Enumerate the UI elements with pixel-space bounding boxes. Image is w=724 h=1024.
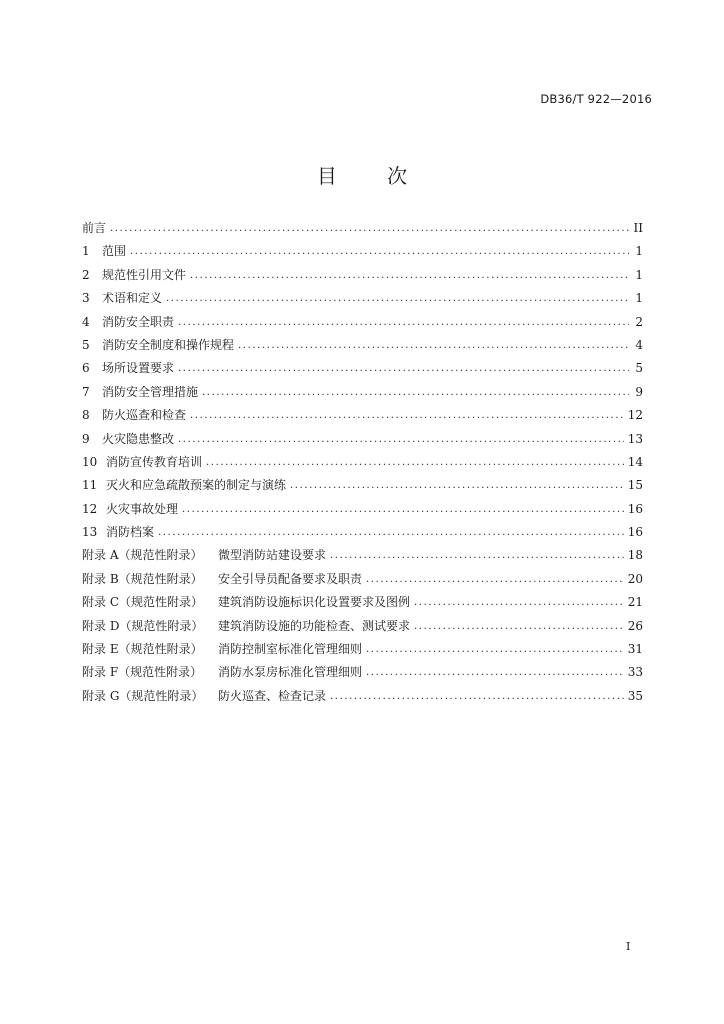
toc-entry-page: II (633, 221, 643, 235)
toc-entry-page: 16 (627, 501, 643, 516)
toc-leader-dots (366, 571, 624, 585)
toc-entry-3[interactable] (82, 289, 643, 312)
toc-entry-page: 2 (635, 314, 643, 329)
toc-entry-4[interactable] (82, 313, 643, 336)
page-title: 目 次 (316, 164, 430, 188)
toc-entry-page: 15 (627, 478, 643, 493)
toc-entry-title: 场所设置要求 (102, 361, 175, 376)
toc-entry-8[interactable] (82, 406, 643, 429)
toc-entry-title: 消防安全管理措施 (102, 384, 199, 399)
toc-entry-page: 35 (627, 688, 643, 703)
toc-entry-title: 火灾事故处理 (106, 501, 179, 516)
toc-entry-5[interactable] (82, 336, 643, 359)
toc-entry-foreword[interactable] (82, 219, 643, 242)
toc-entry-page: 1 (635, 244, 643, 259)
toc-leader-dots (130, 243, 629, 257)
toc-entry-page: 31 (627, 642, 643, 657)
toc-entry-title: 消防安全制度和操作规程 (102, 337, 235, 352)
toc-annex-f[interactable] (82, 663, 643, 686)
toc-annex-e[interactable] (82, 640, 643, 663)
toc-annex-label: 附录 B（规范性附录） (82, 571, 203, 586)
toc-entry-page: 20 (627, 571, 643, 586)
toc-entry-page: 18 (627, 548, 643, 563)
toc-entry-title: 消防控制室标准化管理细则 (218, 642, 363, 657)
toc-leader-dots (330, 547, 624, 561)
toc-leader-dots (330, 688, 624, 702)
toc-entry-number: 9 (82, 431, 90, 446)
toc-leader-dots (366, 641, 624, 655)
toc-entry-page: 4 (635, 337, 643, 352)
toc-entry-title: 规范性引用文件 (102, 267, 187, 282)
toc-entry-title: 消防水泵房标准化管理细则 (218, 665, 363, 680)
toc-leader-dots (414, 618, 624, 632)
toc-entry-12[interactable] (82, 500, 643, 523)
toc-annex-label: 附录 D（规范性附录） (82, 618, 204, 633)
toc-leader-dots (166, 290, 629, 304)
toc-entry-title: 防火巡查、检查记录 (218, 688, 327, 703)
toc-entry-title: 安全引导员配备要求及职责 (218, 571, 363, 586)
toc-leader-dots (290, 477, 624, 491)
toc-entry-number: 13 (82, 525, 98, 540)
toc-entry-number: 8 (82, 408, 90, 423)
toc-entry-number: 2 (82, 267, 90, 282)
toc-entry-title: 灭火和应急疏散预案的制定与演练 (106, 478, 287, 493)
toc-entry-title: 前言 (82, 221, 107, 235)
toc-entry-9[interactable] (82, 430, 643, 453)
toc-entry-number: 11 (82, 478, 98, 493)
toc-entry-title: 术语和定义 (102, 291, 163, 306)
toc-entry-number: 10 (82, 454, 98, 469)
toc-entry-page: 21 (627, 595, 643, 610)
toc-entry-page: 16 (627, 525, 643, 540)
toc-entry-2[interactable] (82, 266, 643, 289)
toc-leader-dots (414, 594, 624, 608)
toc-entry-page: 1 (635, 291, 643, 306)
toc-entry-number: 12 (82, 501, 98, 516)
toc-annex-c[interactable] (82, 593, 643, 616)
toc-entry-11[interactable] (82, 476, 643, 499)
page-number: I (626, 940, 631, 953)
toc-leader-dots (206, 454, 624, 468)
toc-entry-7[interactable] (82, 383, 643, 406)
toc-entry-number: 3 (82, 291, 90, 306)
toc-entry-page: 33 (627, 665, 643, 680)
toc-entry-number: 7 (82, 384, 90, 399)
toc-leader-dots (182, 501, 624, 515)
document-code: DB36/T 922—2016 (540, 92, 652, 106)
toc-entry-title: 消防档案 (106, 525, 155, 540)
toc-entry-number: 1 (82, 244, 90, 259)
toc-annex-label: 附录 F（规范性附录） (82, 665, 203, 680)
toc-entry-page: 12 (627, 408, 643, 423)
toc-entry-number: 6 (82, 361, 90, 376)
toc-annex-d[interactable] (82, 617, 643, 640)
toc-leader-dots (366, 664, 624, 678)
toc-entry-page: 14 (627, 454, 643, 469)
toc-entry-title: 消防宣传教育培训 (106, 454, 203, 469)
toc-entry-page: 9 (635, 384, 643, 399)
toc-entry-page: 13 (627, 431, 643, 446)
toc-annex-label: 附录 G（规范性附录） (82, 688, 204, 703)
toc-leader-dots (178, 360, 629, 374)
toc-entry-page: 1 (635, 267, 643, 282)
toc-annex-label: 附录 C（规范性附录） (82, 595, 203, 610)
toc-leader-dots (238, 337, 629, 351)
toc-entry-10[interactable] (82, 453, 643, 476)
toc-leader-dots (178, 314, 629, 328)
toc-leader-dots (178, 431, 624, 445)
toc-annex-a[interactable] (82, 546, 643, 569)
toc-leader-dots (190, 407, 624, 421)
toc-annex-label: 附录 E（规范性附录） (82, 642, 203, 657)
toc-entry-title: 建筑消防设施的功能检查、测试要求 (218, 618, 411, 633)
toc-leader-dots (158, 524, 624, 538)
toc-annex-b[interactable] (82, 570, 643, 593)
toc-entry-13[interactable] (82, 523, 643, 546)
toc-entry-title: 防火巡查和检查 (102, 408, 187, 423)
toc-entry-title: 建筑消防设施标识化设置要求及图例 (218, 595, 411, 610)
toc-entry-title: 微型消防站建设要求 (218, 548, 327, 563)
toc-entry-6[interactable] (82, 359, 643, 382)
toc-annex-g[interactable] (82, 687, 643, 710)
toc-annex-label: 附录 A（规范性附录） (82, 548, 203, 563)
toc-leader-dots (110, 220, 629, 234)
toc-leader-dots (190, 267, 629, 281)
toc-entry-title: 火灾隐患整改 (102, 431, 175, 446)
table-of-contents (82, 219, 643, 710)
toc-entry-title: 范围 (102, 244, 127, 259)
toc-entry-page: 5 (635, 361, 643, 376)
toc-entry-title: 消防安全职责 (102, 314, 175, 329)
toc-entry-1[interactable] (82, 242, 643, 265)
toc-entry-number: 5 (82, 337, 90, 352)
toc-leader-dots (202, 384, 629, 398)
toc-entry-page: 26 (627, 618, 643, 633)
toc-entry-number: 4 (82, 314, 90, 329)
